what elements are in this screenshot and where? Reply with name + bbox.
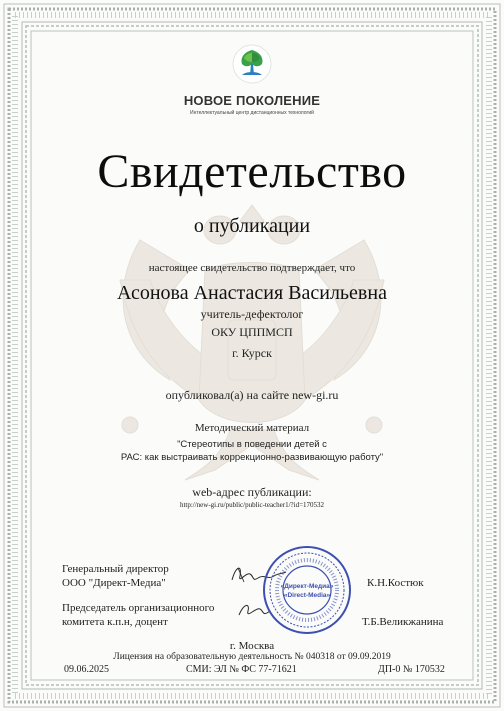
person-name: Асонова Анастасия Васильевна <box>117 282 387 304</box>
issue-place: г. Москва <box>229 640 275 652</box>
issue-date: 09.06.2025 <box>64 664 109 675</box>
chair-name: Т.Б.Великжанина <box>362 616 444 628</box>
director-name: К.Н.Костюк <box>367 577 424 589</box>
company-stamp <box>262 545 352 635</box>
person-position: учитель-дефектолог <box>200 307 304 321</box>
tree-logo-icon <box>232 44 272 84</box>
chair-title-line1: Председатель организационного <box>62 602 215 614</box>
published-text: опубликовал(а) на сайте new-gi.ru <box>165 388 339 402</box>
material-title-line2: РАС: как выстраивать коррекционно-развивающую работу" <box>120 452 384 463</box>
director-title-line1: Генеральный директор <box>62 563 169 575</box>
material-type: Методический материал <box>194 422 310 434</box>
media-registration: СМИ: ЭЛ № ФС 77-71621 <box>186 664 297 675</box>
material-title-line1: "Стереотипы в поведении детей с <box>177 439 327 450</box>
certificate-title: Свидетельство <box>97 145 407 198</box>
chair-title-line2: комитета к.п.н, доцент <box>62 616 168 628</box>
brand-name: НОВОЕ ПОКОЛЕНИЕ <box>183 93 321 108</box>
brand-tagline: Интеллектуальный центр дистанционных технологий <box>190 110 314 116</box>
license-text: Лицензия на образовательную деятельность № 040318 от 09.09.2019 <box>113 652 391 662</box>
web-address-url: http://new-gi.ru/public/public-teacher1/?id=170532 <box>179 501 325 509</box>
director-title-line2: ООО "Директ-Медиа" <box>62 577 166 589</box>
certificate-subtitle: о публикации <box>193 215 311 237</box>
stamp-text-top: «Директ-Медиа» <box>280 583 334 590</box>
stamp-text-bottom: «Direct-Media» <box>283 592 331 599</box>
confirm-text: настоящее свидетельство подтверждает, что <box>148 262 356 274</box>
person-organization: ОКУ ЦППМСП <box>211 325 293 339</box>
web-address-label: web-адрес публикации: <box>192 485 312 499</box>
document-number: ДП-0 № 170532 <box>378 664 445 675</box>
person-city: г. Курск <box>232 346 272 360</box>
